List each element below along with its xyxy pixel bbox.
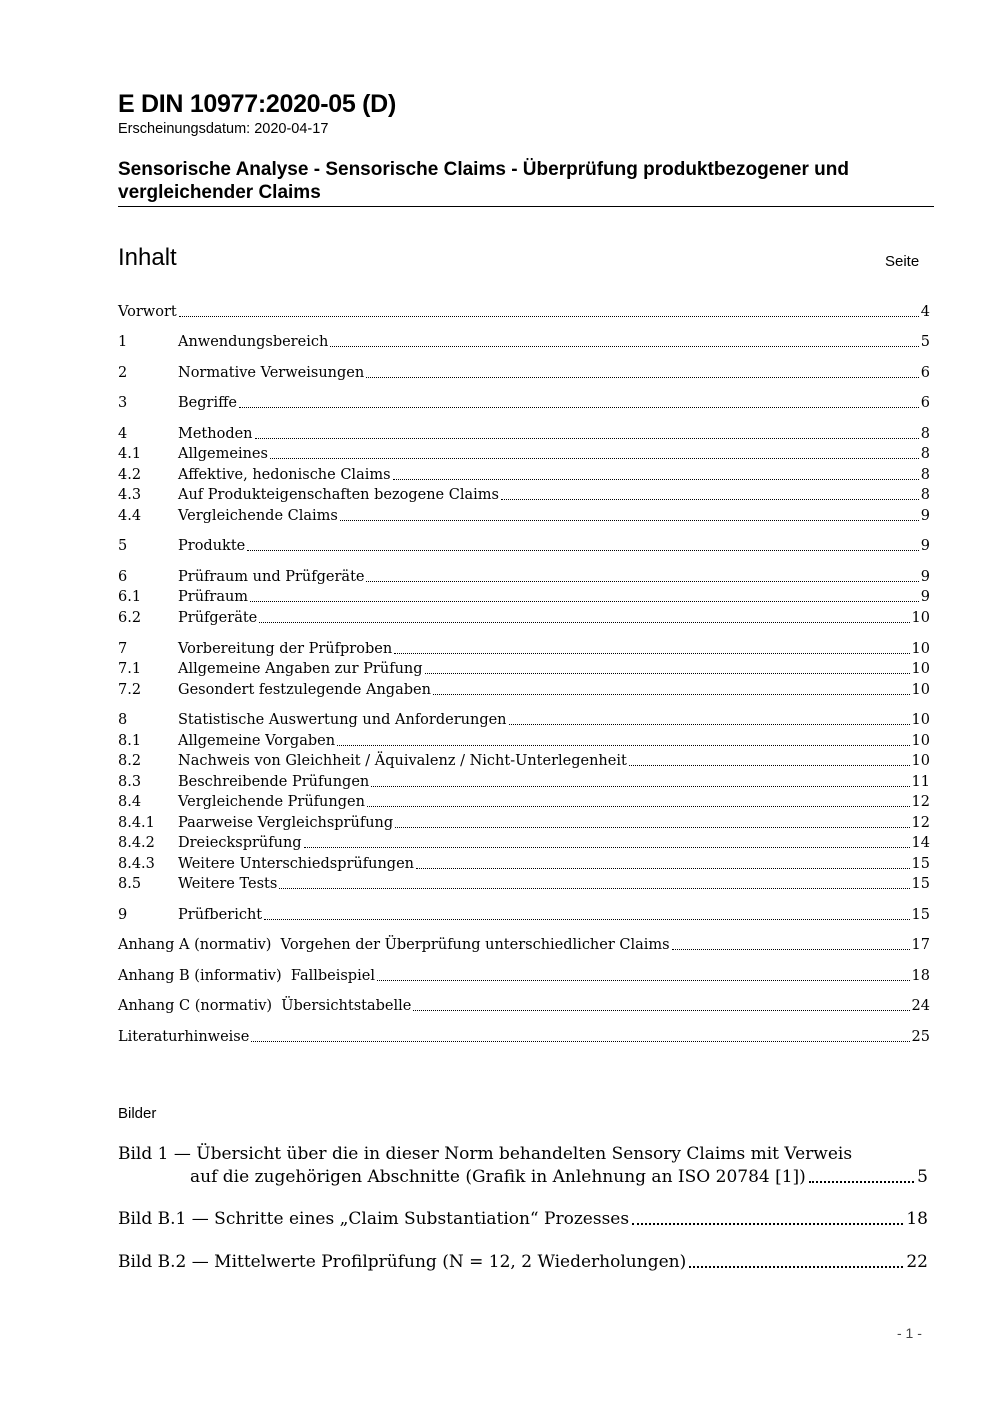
figure-entry-title: Bild 1 — Übersicht über die in dieser Norm behandelten Sensory Claims mit Verweis (118, 1144, 853, 1164)
toc-entry-page: 18 (911, 968, 930, 984)
toc-entry-number: 8.5 (118, 876, 142, 892)
figure-entry[interactable] (118, 1143, 928, 1189)
toc-entry-number: 8.4.2 (118, 835, 155, 851)
toc-entry-title: Literaturhinweise (118, 1029, 250, 1045)
toc-entry-page: 6 (920, 395, 930, 411)
toc-entry-page: 8 (920, 487, 930, 503)
toc-entry-title: Vergleichende Prüfungen (178, 794, 365, 810)
toc-leader (259, 621, 909, 623)
toc-entry[interactable] (118, 332, 930, 352)
toc-entry[interactable] (118, 485, 930, 505)
toc-leader (366, 376, 919, 378)
toc-leader (433, 693, 910, 695)
toc-leader (340, 519, 919, 521)
toc-entry-number: 8.4.3 (118, 856, 155, 872)
toc-entry-number: 1 (118, 334, 128, 350)
toc-entry[interactable] (118, 833, 930, 853)
toc-entry-title: Anhang A (normativ) Vorgehen der Überprüfung unterschiedlicher Claims (118, 937, 670, 953)
toc-entry-number: 8.2 (118, 753, 142, 769)
toc-leader (413, 1009, 909, 1011)
toc-entry[interactable] (118, 465, 930, 485)
toc-entry-title: Beschreibende Prüfungen (178, 774, 370, 790)
figure-entry-title: Bild B.2 — Mittelwerte Profilprüfung (N = 12, 2 Wiederholungen) (118, 1252, 687, 1272)
toc-entry-page: 15 (911, 876, 930, 892)
toc-entry[interactable] (118, 393, 930, 413)
toc-leader (270, 457, 919, 459)
publication-date: Erscheinungsdatum: 2020-04-17 (118, 121, 329, 137)
toc-entry-page: 10 (911, 610, 930, 626)
toc-entry-number: 9 (118, 907, 128, 923)
figure-entry[interactable] (118, 1208, 928, 1231)
toc-entry-title: Allgemeine Vorgaben (178, 733, 336, 749)
toc-entry-title: Paarweise Vergleichsprüfung (178, 815, 394, 831)
toc-leader (394, 652, 909, 654)
toc-entry[interactable] (118, 680, 930, 700)
toc-entry-number: 8.4 (118, 794, 142, 810)
toc-entry-title: Vergleichende Claims (178, 508, 338, 524)
toc-heading: Inhalt (118, 244, 177, 271)
toc-entry-title: Vorwort (118, 304, 177, 320)
toc-entry[interactable] (118, 792, 930, 812)
toc-leader (239, 406, 919, 408)
toc-entry-title: Prüfraum (178, 589, 249, 605)
toc-page-column-label: Seite (885, 253, 920, 270)
toc-entry[interactable] (118, 731, 930, 751)
toc-entry[interactable] (118, 874, 930, 894)
toc-entry[interactable] (118, 536, 930, 556)
toc-entry-number: 8.3 (118, 774, 142, 790)
toc-entry[interactable] (118, 506, 930, 526)
toc-entry-number: 6.2 (118, 610, 142, 626)
toc-entry[interactable] (118, 854, 930, 874)
toc-entry-number: 6.1 (118, 589, 142, 605)
figure-entry-page: 5 (917, 1167, 928, 1187)
toc-leader (247, 549, 919, 551)
toc-entry-title: Begriffe (178, 395, 237, 411)
toc-entry-title: Statistische Auswertung und Anforderungen (178, 712, 507, 728)
figure-entry-page: 18 (906, 1209, 928, 1229)
toc-entry-number: 3 (118, 395, 128, 411)
toc-leader (371, 785, 909, 787)
toc-entry-page: 17 (911, 937, 930, 953)
toc-entry-page: 10 (911, 712, 930, 728)
toc-leader (279, 887, 909, 889)
toc-entry-page: 15 (911, 907, 930, 923)
toc-entry-page: 10 (911, 641, 930, 657)
toc-leader (377, 979, 910, 981)
figure-entry-title: Bild B.1 — Schritte eines „Claim Substantiation“ Prozesses (118, 1209, 630, 1229)
toc-leader (330, 345, 918, 347)
toc-entry[interactable] (118, 772, 930, 792)
toc-entry-title: Nachweis von Gleichheit / Äquivalenz / Nicht-Unterlegenheit (178, 753, 627, 769)
toc-entry-number: 4 (118, 426, 128, 442)
toc-leader (395, 826, 909, 828)
toc-entry[interactable] (118, 751, 930, 771)
toc-leader (366, 580, 918, 582)
toc-entry[interactable] (118, 710, 930, 730)
toc-entry-page: 12 (911, 815, 930, 831)
toc-entry-title: Allgemeine Angaben zur Prüfung (178, 661, 423, 677)
toc-entry-number: 2 (118, 365, 128, 381)
page-number: - 1 - (897, 1325, 922, 1341)
toc-entry-number: 4.1 (118, 446, 142, 462)
toc-entry-page: 10 (911, 753, 930, 769)
toc-entry-page: 8 (920, 426, 930, 442)
title-divider (118, 206, 934, 207)
toc-entry-page: 8 (920, 467, 930, 483)
toc-leader (629, 764, 910, 766)
toc-entry-title: Weitere Unterschiedsprüfungen (178, 856, 415, 872)
toc-entry-page: 14 (911, 835, 930, 851)
toc-entry-title: Produkte (178, 538, 246, 554)
toc-leader (255, 437, 919, 439)
document-title: Sensorische Analyse - Sensorische Claims - Überprüfung produktbezogener und vergleichender Claims (118, 159, 849, 203)
toc-entry-page: 5 (920, 334, 930, 350)
toc-entry-number: 4.3 (118, 487, 142, 503)
toc-leader (393, 478, 919, 480)
toc-entry-page: 9 (920, 538, 930, 554)
figure-entry-page: 22 (906, 1252, 928, 1272)
toc-entry-title: Normative Verweisungen (178, 365, 365, 381)
toc-entry-number: 8.1 (118, 733, 142, 749)
toc-entry[interactable] (118, 567, 930, 587)
toc-entry-number: 4.4 (118, 508, 142, 524)
toc-entry-page: 10 (911, 682, 930, 698)
toc-entry-page: 24 (911, 998, 930, 1014)
toc-entry-page: 10 (911, 661, 930, 677)
toc-entry[interactable] (118, 587, 930, 607)
toc-entry[interactable] (118, 905, 930, 925)
document-id: E DIN 10977:2020-05 (D) (118, 90, 396, 118)
toc-entry-page: 10 (911, 733, 930, 749)
toc-entry-page: 12 (911, 794, 930, 810)
toc-entry[interactable] (118, 813, 930, 833)
toc-entry-title: Methoden (178, 426, 253, 442)
toc-entry-page: 9 (920, 569, 930, 585)
toc-leader (672, 948, 910, 950)
toc-entry-number: 7 (118, 641, 128, 657)
toc-entry-title: Affektive, hedonische Claims (178, 467, 391, 483)
toc-leader (250, 600, 919, 602)
toc-entry-number: 7.2 (118, 682, 142, 698)
toc-entry-title: Prüfgeräte (178, 610, 258, 626)
toc-leader (509, 723, 910, 725)
toc-leader (251, 1040, 909, 1042)
toc-entry-number: 8 (118, 712, 128, 728)
toc-entry[interactable] (118, 424, 930, 444)
toc-entry-title: Vorbereitung der Prüfproben (178, 641, 393, 657)
toc-entry-title: Gesondert festzulegende Angaben (178, 682, 431, 698)
toc-entry-title: Prüfraum und Prüfgeräte (178, 569, 365, 585)
toc-entry-page: 25 (911, 1029, 930, 1045)
figure-leader (689, 1265, 903, 1268)
toc-leader (501, 498, 919, 500)
toc-entry[interactable] (118, 659, 930, 679)
toc-entry-title: Allgemeines (178, 446, 268, 462)
toc-entry[interactable] (118, 996, 930, 1016)
toc-entry-number: 8.4.1 (118, 815, 155, 831)
toc-entry-number: 6 (118, 569, 128, 585)
toc-leader (304, 846, 910, 848)
toc-entry-title: Anhang C (normativ) Übersichtstabelle (118, 998, 412, 1014)
toc-entry[interactable] (118, 302, 930, 322)
toc-entry-title: Auf Produkteigenschaften bezogene Claims (178, 487, 499, 503)
figure-entry-title-cont: auf die zugehörigen Abschnitte (Grafik in Anlehnung an ISO 20784 [1]) (190, 1167, 806, 1187)
toc-entry-page: 6 (920, 365, 930, 381)
toc-leader (337, 744, 910, 746)
toc-entry[interactable] (118, 608, 930, 628)
toc-leader (179, 315, 919, 317)
toc-entry[interactable] (118, 639, 930, 659)
toc-entry-page: 9 (920, 589, 930, 605)
toc-entry[interactable] (118, 444, 930, 464)
toc-entry-page: 9 (920, 508, 930, 524)
toc-entry[interactable] (118, 1027, 930, 1047)
figure-leader (632, 1222, 903, 1225)
toc-entry-title: Anhang B (informativ) Fallbeispiel (118, 968, 375, 984)
toc-leader (425, 672, 910, 674)
toc-entry-number: 4.2 (118, 467, 142, 483)
toc-entry-page: 4 (920, 304, 930, 320)
toc-entry-title: Prüfbericht (178, 907, 263, 923)
toc-entry-title: Weitere Tests (178, 876, 278, 892)
toc-entry[interactable] (118, 966, 930, 986)
toc-entry[interactable] (118, 935, 930, 955)
toc-leader (367, 805, 910, 807)
toc-entry-number: 7.1 (118, 661, 142, 677)
toc-entry-page: 8 (920, 446, 930, 462)
figures-heading: Bilder (118, 1105, 157, 1122)
toc-entry-number: 5 (118, 538, 128, 554)
toc-entry[interactable] (118, 363, 930, 383)
toc-entry-title: Dreiecksprüfung (178, 835, 302, 851)
toc-leader (416, 867, 910, 869)
toc-entry-page: 11 (911, 774, 930, 790)
figure-entry[interactable] (118, 1251, 928, 1274)
toc-entry-title: Anwendungsbereich (178, 334, 329, 350)
toc-leader (264, 918, 909, 920)
figure-leader (809, 1180, 914, 1183)
toc-entry-page: 15 (911, 856, 930, 872)
